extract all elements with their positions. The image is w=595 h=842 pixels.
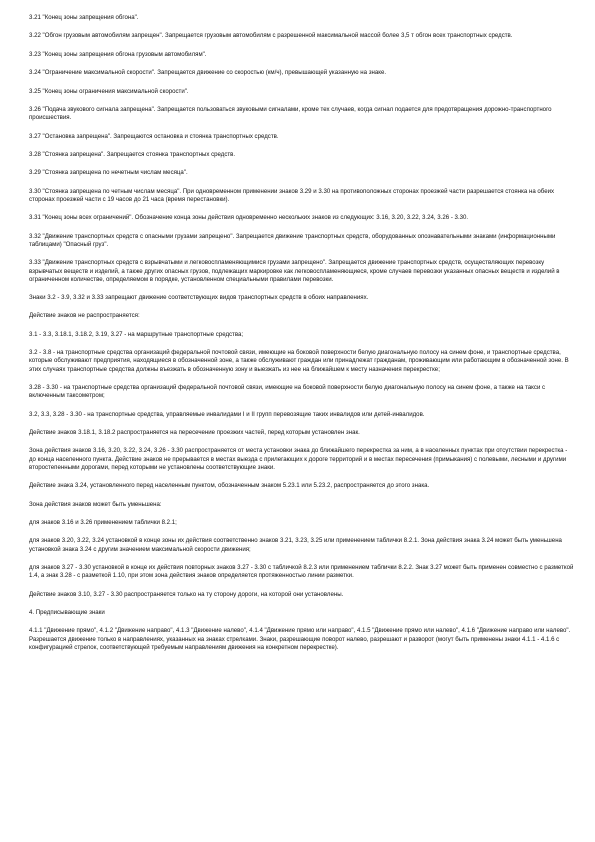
paragraph-exception-route-vehicles: 3.1 - 3.3, 3.18.1, 3.18.2, 3.19, 3.27 - на маршрутные транспортные средства; xyxy=(29,330,244,338)
paragraph-zone-reduction-3-20: для знаков 3.20, 3.22, 3.24 установкой в конце зоны их действия соответственно знаков 3.21, 3.23, 3.25 или применением таблички 8.2.1. Зона действия знака 3.24 может быть уменьшена установкой знака 3.24 с другим значением максимальной скорости движения; xyxy=(29,537,562,553)
paragraph-sign-3-22: 3.22 "Обгон грузовым автомобилям запрещен". Запрещается грузовым автомобилям с разрешенной максимальной массой более 3,5 т обгон всех транспортных средств. xyxy=(29,32,513,40)
paragraph-sign-4-1: 4.1.1 "Движение прямо", 4.1.2 "Движение направо", 4.1.3 "Движение налево", 4.1.4 "Движение прямо или направо", 4.1.5 "Движение прямо или налево", 4.1.6 "Движение направо или налево". Разрешается движение только в направлениях, указанных на знаках стрелками. Знаки, разрешающие поворот налево, разрешают и разворот (могут быть применены знаки 4.1.1 - 4.1.6 с конфигурацией стрелок, соответствующей требуемым направлениям движения на конкретном перекрестке). xyxy=(29,627,571,651)
paragraph-sign-3-27: 3.27 "Остановка запрещена". Запрещаются остановка и стоянка транспортных средств. xyxy=(29,132,279,140)
paragraph-sign-3-28: 3.28 "Стоянка запрещена". Запрещается стоянка транспортных средств. xyxy=(29,150,236,158)
paragraph-side-of-road: Действие знаков 3.10, 3.27 - 3.30 распространяется только на ту сторону дороги, на которой они установлены. xyxy=(29,590,344,598)
paragraph-sign-3-30: 3.30 "Стоянка запрещена по четным числам месяца". При одновременном применении знаков 3.29 и 3.30 на противоположных сторонах проезжей части разрешается стоянка на обеих сторонах проезжей части с 19 часов до 21 часа (время перестановки). xyxy=(29,187,555,203)
paragraph-exception-postal-service: 3.2 - 3.8 - на транспортные средства организаций федеральной почтовой связи, имеющие на боковой поверхности белую диагональную полосу на синем фоне, и транспортные средства, которые обслуживают предприятия, находящиеся в обозначенной зоне, а также обслуживают граждан или принадлежат гражданам, проживающим или работающим в обозначенной зоне. В этих случаях транспортные средства должны въезжать в обозначенную зону и выезжать из нее на ближайшем к месту назначения перекрестке; xyxy=(29,349,569,373)
paragraph-sign-3-25: 3.25 "Конец зоны ограничения максимальной скорости". xyxy=(29,87,189,95)
paragraph-sign-3-23: 3.23 "Конец зоны запрещения обгона грузовым автомобилям". xyxy=(29,50,207,58)
paragraph-exception-taxi: 3.28 - 3.30 - на транспортные средства организаций федеральной почтовой связи, имеющие на боковой поверхности белую диагональную полосу на синем фоне, а также на такси с включенным таксометром; xyxy=(29,384,546,400)
paragraph-sign-3-29: 3.29 "Стоянка запрещена по нечетным числам месяца". xyxy=(29,169,188,177)
paragraph-sign-3-24-settlement: Действие знака 3.24, установленного перед населенным пунктом, обозначенным знаком 5.23.1 или 5.23.2, распространяется до этого знака. xyxy=(29,482,430,490)
paragraph-sign-3-31: 3.31 "Конец зоны всех ограничений". Обозначение конца зоны действия одновременно нескольких знаков из следующих: 3.16, 3.20, 3.22, 3.24, 3.26 - 3.30. xyxy=(29,214,469,222)
paragraph-sign-3-32: 3.32 "Движение транспортных средств с опасными грузами запрещено". Запрещается движение транспортных средств, оборудованных опознавательными знаками (информационными таблицами) "Опасный груз". xyxy=(29,232,556,248)
paragraph-sign-3-33: 3.33 "Движение транспортных средств с взрывчатыми и легковоспламеняющимися грузами запрещено". Запрещается движение транспортных средств, осуществляющих перевозку взрывчатых веществ и изделий, а также других опасных грузов, подлежащих маркировке как легковоспламеняющиеся, кроме случаев перевозки указанных опасных веществ и изделий в ограниченном количестве, определяемом в порядке, установленном специальными правилами перевозки. xyxy=(29,259,560,283)
paragraph-exceptions-heading: Действие знаков не распространяется: xyxy=(29,312,140,320)
document-page xyxy=(29,14,574,662)
paragraph-zone-reduction-3-27: для знаков 3.27 - 3.30 установкой в конце их действия повторных знаков 3.27 - 3.30 с табличкой 8.2.3 или применением таблички 8.2.2. Знак 3.27 может быть применен совместно с разметкой 1.4, а знак 3.28 - с разметкой 1.10, при этом зона действия знаков определяется протяженностью линии разметки. xyxy=(29,564,574,580)
section-heading-mandatory-signs: 4. Предписывающие знаки xyxy=(29,608,105,616)
paragraph-zone-of-action: Зона действия знаков 3.16, 3.20, 3.22, 3.24, 3.26 - 3.30 распространяется от места установки знака до ближайшего перекрестка за ним, а в населенных пунктах при отсутствии перекрестка - до конца населенного пункта. Действие знаков не прерывается в местах выезда с прилегающих к дороге территорий и в местах пересечения (примыкания) с полевыми, лесными и другими второстепенными дорогами, перед которыми не установлены соответствующие знаки. xyxy=(29,447,568,471)
paragraph-sign-3-18-scope: Действие знаков 3.18.1, 3.18.2 распространяется на пересечение проезжих частей, перед которым установлен знак. xyxy=(29,429,360,437)
paragraph-exception-disabled: 3.2, 3.3, 3.28 - 3.30 - на транспортные средства, управляемые инвалидами I и II групп перевозящие таких инвалидов или детей-инвалидов. xyxy=(29,410,425,418)
paragraph-sign-3-21: 3.21 "Конец зоны запрещения обгона". xyxy=(29,14,139,21)
paragraph-zone-reduction-heading: Зона действия знаков может быть уменьшена: xyxy=(29,500,162,508)
paragraph-sign-3-26: 3.26 "Подача звукового сигнала запрещена". Запрещается пользоваться звуковыми сигналами, кроме тех случаев, когда сигнал подается для предотвращения дорожно-транспортного происшествия. xyxy=(29,105,552,122)
paragraph-zone-reduction-3-16: для знаков 3.16 и 3.26 применением таблички 8.2.1; xyxy=(29,519,177,527)
paragraph-both-directions: Знаки 3.2 - 3.9, 3.32 и 3.33 запрещают движение соответствующих видов транспортных средств в обоих направлениях. xyxy=(29,294,369,302)
paragraph-sign-3-24: 3.24 "Ограничение максимальной скорости". Запрещается движение со скоростью (км/ч), превышающей указанную на знаке. xyxy=(29,69,387,77)
